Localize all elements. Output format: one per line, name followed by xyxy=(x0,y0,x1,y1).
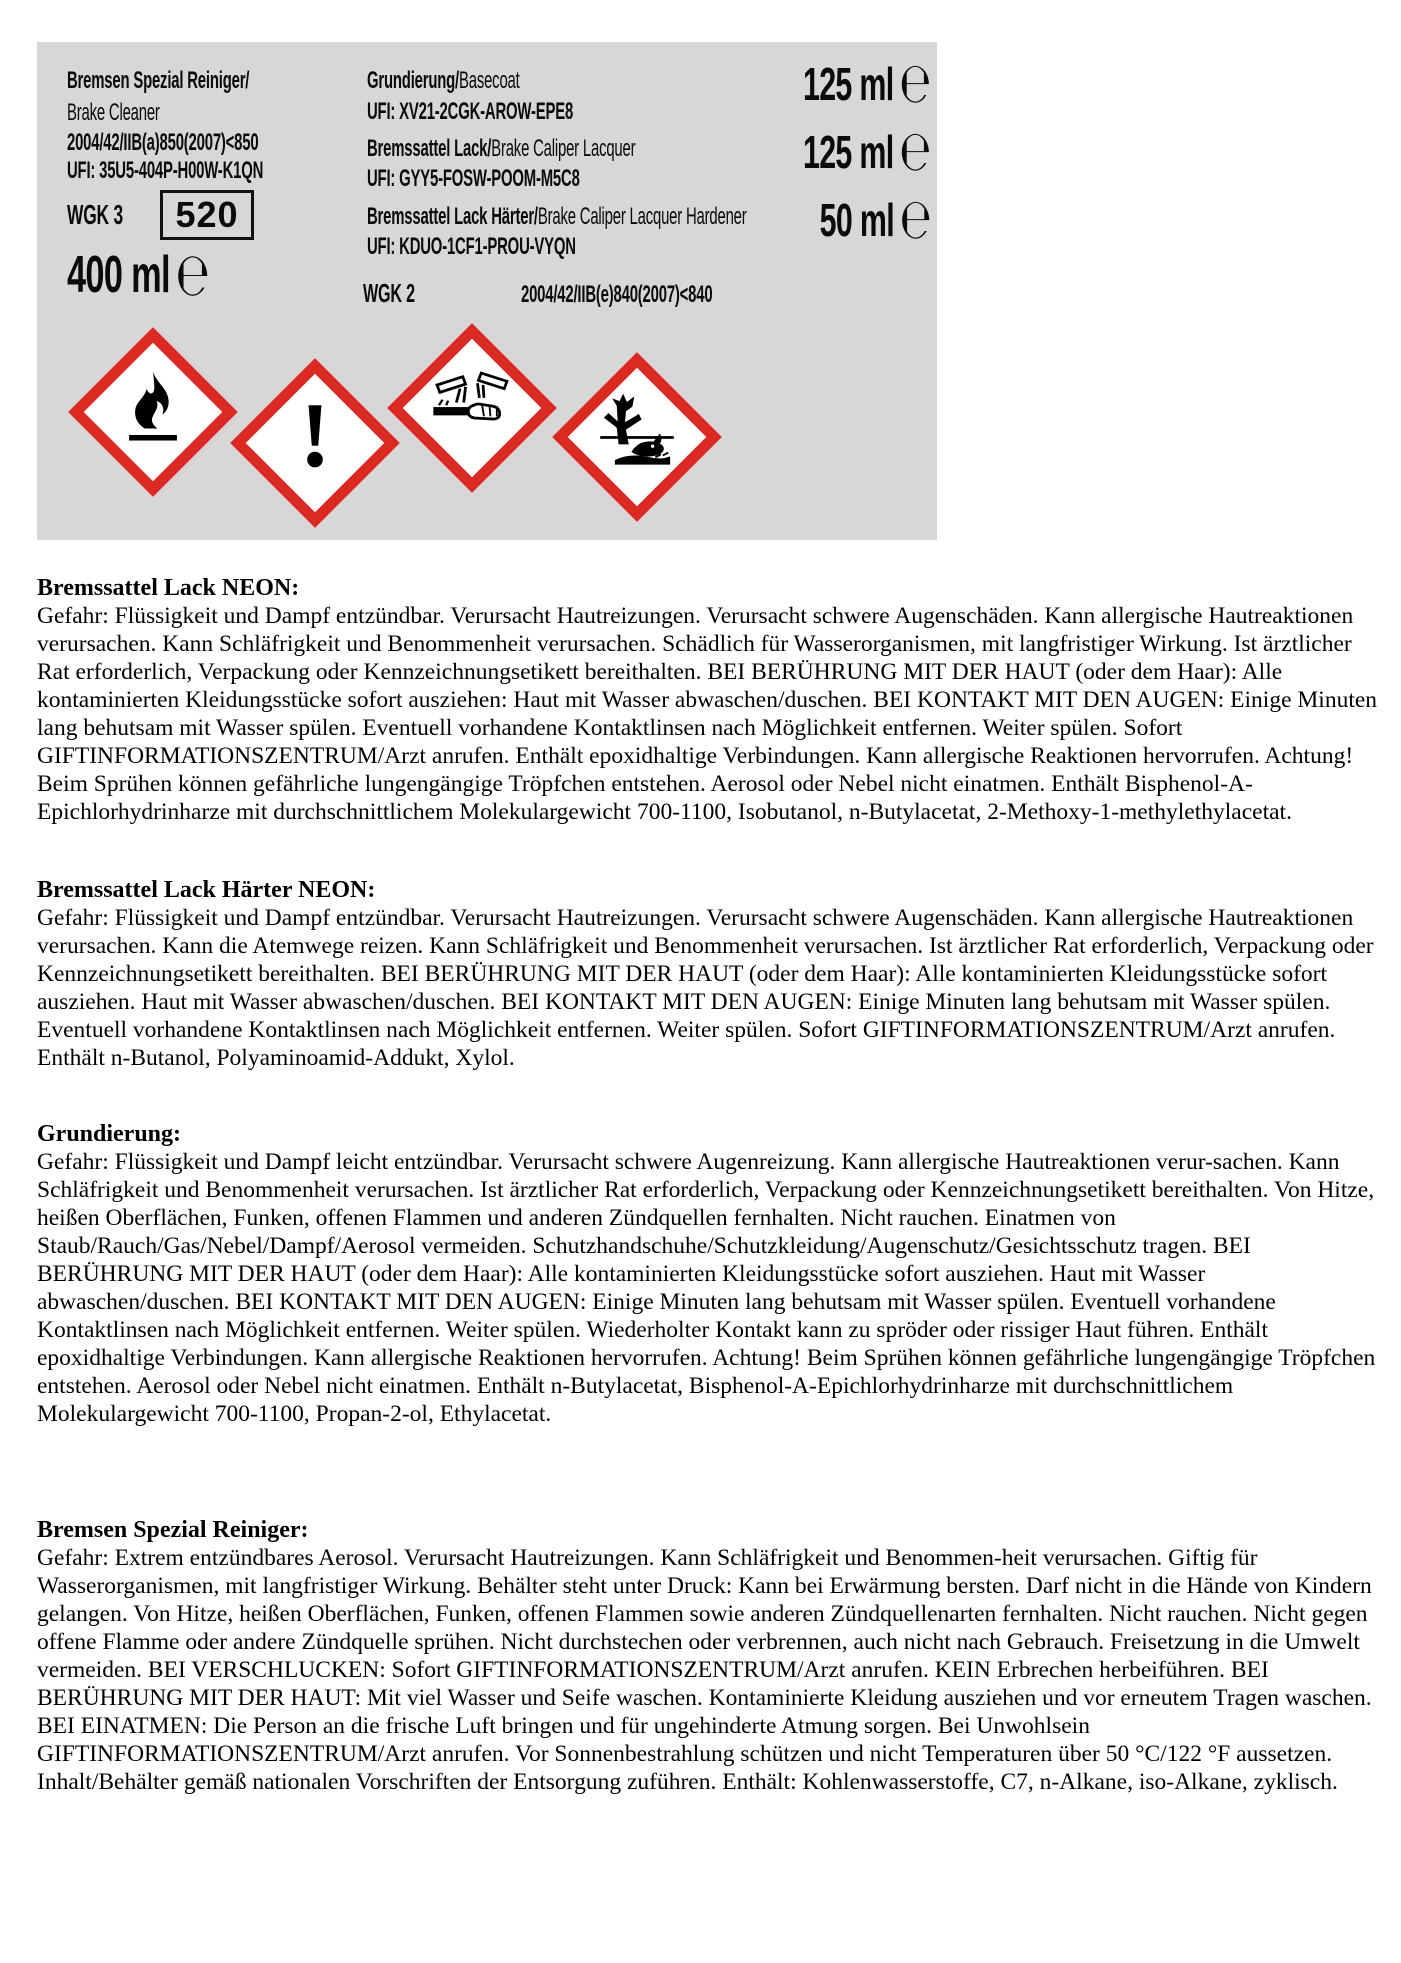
section-heading: Bremssattel Lack NEON: xyxy=(37,575,300,601)
exclamation-pictogram xyxy=(230,358,400,528)
product-name-de xyxy=(367,68,520,93)
hazard-statements xyxy=(37,574,1385,1796)
exclamation-icon xyxy=(269,397,361,489)
section-body: Gefahr: Flüssigkeit und Dampf entzündbar. Verursacht Hautreizungen. Verursacht schwere Augenschäden. Kann allergische Hautreaktionen verursachen. Kann Schläfrigkeit und Benommenheit verursachen. Schädlich für Wasserorganismen, mit langfristiger Wirkung. Ist ärztlicher Rat erforderlich, Verpackung oder Kennzeichnungsetikett bereithalten. BEI BERÜHRUNG MIT DER HAUT (oder dem Haar): Alle kontaminierten Kleidungsstücke sofort ausziehen: Haut mit Wasser abwaschen/duschen. BEI KONTAKT MIT DEN AUGEN: Einige Minuten lang behutsam mit Wasser spülen. Eventuell vorhandene Kontaktlinsen nach Möglichkeit entfernen. Weiter spülen. Sofort GIFTINFORMATIONSZENTRUM/Arzt anrufen. Enthält epoxidhaltige Verbindungen. Kann allergische Reaktionen hervorrufen. Achtung! Beim Sprühen können gefährliche lungengängige Tröpfchen entstehen. Aerosol oder Nebel nicht einatmen. Enthält Bisphenol-A-Epichlorhydrinharze mit durchschnittlichem Molekulargewicht 700-1100, Isobutanol, n-Butylacetat, 2-Methoxy-1-methylethylacetat. xyxy=(37,603,1378,825)
volume-row xyxy=(67,240,210,310)
estimated-sign: ℮ xyxy=(899,119,931,184)
volume-value: 125 ml xyxy=(802,126,894,178)
product-name-de-bold: Bremssattel Lack/ xyxy=(367,135,492,162)
section-body: Gefahr: Flüssigkeit und Dampf leicht entzündbar. Verursacht schwere Augenreizung. Kann allergische Hautreaktionen verur-sachen. Kann Schläfrigkeit und Benommenheit verursachen. Ist ärztlicher Rat erforderlich, Verpackung oder Kennzeichnungsetikett bereithalten. Von Hitze, heißen Oberflächen, Funken, offenen Flammen und anderen Zündquellen fernhalten. Nicht rauchen. Einatmen von Staub/Rauch/Gas/Nebel/Dampf/Aerosol vermeiden. Schutzhandschuhe/Schutzkleidung/Augenschutz/Gesichtsschutz tragen. BEI BERÜHRUNG MIT DER HAUT (oder dem Haar): Alle kontaminierten Kleidungsstücke sofort ausziehen. Haut mit Wasser abwaschen/duschen. BEI KONTAKT MIT DEN AUGEN: Einige Minuten lang behutsam mit Wasser spülen. Eventuell vorhandene Kontaktlinsen nach Möglichkeit entfernen. Weiter spülen. Wiederholter Kontakt kann zu spröder oder rissiger Haut führen. Enthält epoxidhaltige Verbindungen. Kann allergische Reaktionen hervorrufen. Achtung! Beim Sprühen können gefährliche lungengängige Tröpfchen entstehen. Aerosol oder Nebel nicht einatmen. Enthält n-Butylacetat, Bisphenol-A-Epichlorhydrinharze mit durchschnittlichem Molekulargewicht 700-1100, Propan-2-ol, Ethylacetat. xyxy=(37,1149,1376,1427)
flame-icon xyxy=(107,366,199,458)
product-name-de xyxy=(367,204,747,229)
section-bremssattel-lack-haerter-neon xyxy=(37,876,1385,1072)
section-heading: Bremsen Spezial Reiniger: xyxy=(37,1517,309,1543)
corrosive-pictogram xyxy=(387,323,557,493)
product-name-de-bold: Grundierung/ xyxy=(367,67,460,94)
section-heading: Grundierung: xyxy=(37,1121,182,1147)
estimated-sign: ℮ xyxy=(899,187,931,252)
product-label xyxy=(37,42,937,540)
volume-row xyxy=(819,187,931,252)
ufi-code: UFI: GYY5-FOSW-POOM-M5C8 xyxy=(367,165,580,192)
voc-code: 2004/42/IIB(e)840(2007)<840 xyxy=(521,281,713,308)
volume-row xyxy=(802,119,931,184)
section-body: Gefahr: Extrem entzündbares Aerosol. Verursacht Hautreizungen. Kann Schläfrigkeit und Benommen-heit verursachen. Giftig für Wasserorganismen, mit langfristiger Wirkung. Behälter steht unter Druck: Kann bei Erwärmung bersten. Darf nicht in die Hände von Kindern gelangen. Von Hitze, heißen Oberflächen, Funken, offenen Flammen sowie anderen Zündquellenarten fernhalten. Nicht rauchen. Nicht gegen offene Flamme oder andere Zündquelle sprühen. Nicht durchstechen oder verbrennen, auch nicht nach Gebrauch. Freisetzung in die Umwelt vermeiden. BEI VERSCHLUCKEN: Sofort GIFTINFORMATIONSZENTRUM/Arzt anrufen. KEIN Erbrechen herbeiführen. BEI BERÜHRUNG MIT DER HAUT: Mit viel Wasser und Seife waschen. Kontaminierte Kleidung ausziehen und vor erneutem Tragen waschen. BEI EINATMEN: Die Person an die frische Luft bringen und für ungehinderte Atmung sorgen. Bei Unwohlsein GIFTINFORMATIONSZENTRUM/Arzt anrufen. Vor Sonnenbestrahlung schützen und nicht Temperaturen über 50 °C/122 °F aussetzen. Inhalt/Behälter gemäß nationalen Vorschriften der Entsorgung zuführen. Enthält: Kohlenwasserstoffe, C7, n-Alkane, iso-Alkane, zyklisch. xyxy=(37,1545,1372,1795)
volume-value: 125 ml xyxy=(802,58,894,110)
volume-value: 50 ml xyxy=(819,194,894,246)
product-name-en: Brake Cleaner xyxy=(67,99,160,126)
wgk-rating: WGK 2 xyxy=(363,278,415,308)
corrosive-icon xyxy=(426,362,518,454)
voc-code: 2004/42/IIB(a)850(2007)<850 xyxy=(67,129,259,156)
ufi-code: UFI: KDUO-1CF1-PROU-VYQN xyxy=(367,233,576,260)
section-body: Gefahr: Flüssigkeit und Dampf entzündbar. Verursacht Hautreizungen. Verursacht schwere Augenschäden. Kann allergische Hautreaktionen verursachen. Kann die Atemwege reizen. Kann Schläfrigkeit und Benommenheit verursachen. Ist ärztlicher Rat erforderlich, Verpackung oder Kennzeichnungsetikett bereithalten. BEI BERÜHRUNG MIT DER HAUT (oder dem Haar): Alle kontaminierten Kleidungsstücke sofort ausziehen. Haut mit Wasser abwaschen/duschen. BEI KONTAKT MIT DEN AUGEN: Einige Minuten lang behutsam mit Wasser spülen. Eventuell vorhandene Kontaktlinsen nach Möglichkeit entfernen. Weiter spülen. Sofort GIFTINFORMATIONSZENTRUM/Arzt anrufen. Enthält n-Butanol, Polyaminoamid-Addukt, Xylol. xyxy=(37,905,1374,1071)
section-bremsen-spezial-reiniger xyxy=(37,1516,1385,1796)
product-name-de: Bremsen Spezial Reiniger/ xyxy=(67,67,250,94)
approval-number-box xyxy=(160,190,254,240)
section-heading: Bremssattel Lack Härter NEON: xyxy=(37,877,376,903)
product-name-en: Brake Caliper Lacquer xyxy=(491,135,636,162)
product-name-de-bold: Bremssattel Lack Härter/ xyxy=(367,203,538,230)
product-name-de xyxy=(367,136,635,161)
wgk-rating: WGK 3 xyxy=(67,199,123,230)
ufi-code: UFI: XV21-2CGK-AROW-EPE8 xyxy=(367,98,574,125)
section-grundierung xyxy=(37,1120,1385,1428)
approval-number: 520 xyxy=(175,194,239,235)
product-name-en: Brake Caliper Lacquer Hardener xyxy=(537,203,747,230)
ufi-code: UFI: 35U5-404P-H00W-K1QN xyxy=(67,157,264,184)
volume-value: 400 ml xyxy=(67,246,170,304)
environment-icon xyxy=(591,391,683,483)
estimated-sign: ℮ xyxy=(899,51,931,116)
flammable-pictogram xyxy=(68,327,238,497)
environment-pictogram xyxy=(552,352,722,522)
estimated-sign: ℮ xyxy=(175,240,210,310)
product-name-en: Basecoat xyxy=(459,67,520,94)
section-bremssattel-lack-neon xyxy=(37,574,1385,826)
volume-row xyxy=(802,51,931,116)
